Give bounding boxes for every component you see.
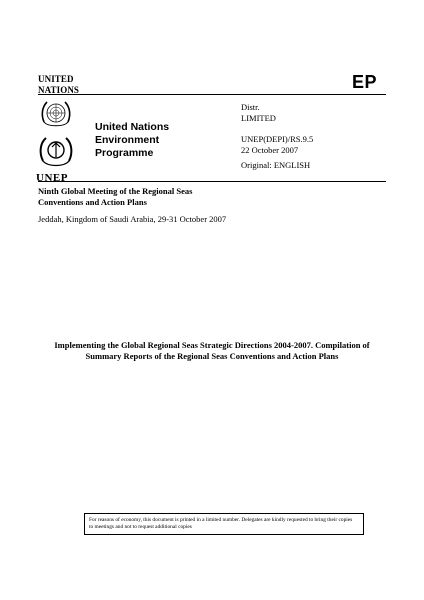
original-language: Original: ENGLISH	[241, 160, 311, 170]
title-line-1: Implementing the Global Regional Seas Strategic Directions 2004-2007. Compilation of	[54, 340, 370, 350]
section-rule	[38, 181, 386, 182]
economy-note-box	[84, 513, 364, 535]
meeting-name	[38, 186, 192, 208]
document-date: 22 October 2007	[241, 144, 299, 155]
org-line-1: UNITED	[38, 74, 74, 84]
unep-wordmark: UNEP	[36, 172, 68, 184]
document-code: EP	[351, 72, 377, 92]
meeting-line-1: Ninth Global Meeting of the Regional Seas	[38, 186, 193, 196]
header-rule	[38, 94, 386, 95]
note-line-2: to meetings and not to request additional copies	[89, 524, 192, 530]
meeting-line-2: Conventions and Action Plans	[38, 197, 147, 207]
org-line-2: NATIONS	[38, 85, 80, 95]
distr-value: LIMITED	[241, 112, 276, 123]
programme-line-3: Programme	[95, 147, 154, 159]
document-symbol-block	[241, 134, 313, 155]
un-emblem-icon	[38, 98, 74, 130]
un-header	[38, 74, 79, 96]
document-title	[38, 340, 386, 362]
note-line-1: For reasons of economy, this document is printed in a limited number. Delegates are kindly requested to bring their copies	[89, 517, 353, 523]
meeting-venue: Jeddah, Kingdom of Saudi Arabia, 29-31 October 2007	[38, 214, 227, 224]
programme-line-1: United Nations	[95, 121, 170, 133]
distr-label: Distr.	[241, 102, 260, 112]
programme-name	[95, 121, 169, 160]
document-symbol: UNEP(DEPI)/RS.9.5	[241, 134, 314, 144]
title-line-2: Summary Reports of the Regional Seas Conventions and Action Plans	[85, 351, 339, 361]
programme-line-2: Environment	[95, 134, 160, 146]
unep-logo-icon	[37, 134, 75, 170]
distribution-block	[241, 102, 276, 123]
